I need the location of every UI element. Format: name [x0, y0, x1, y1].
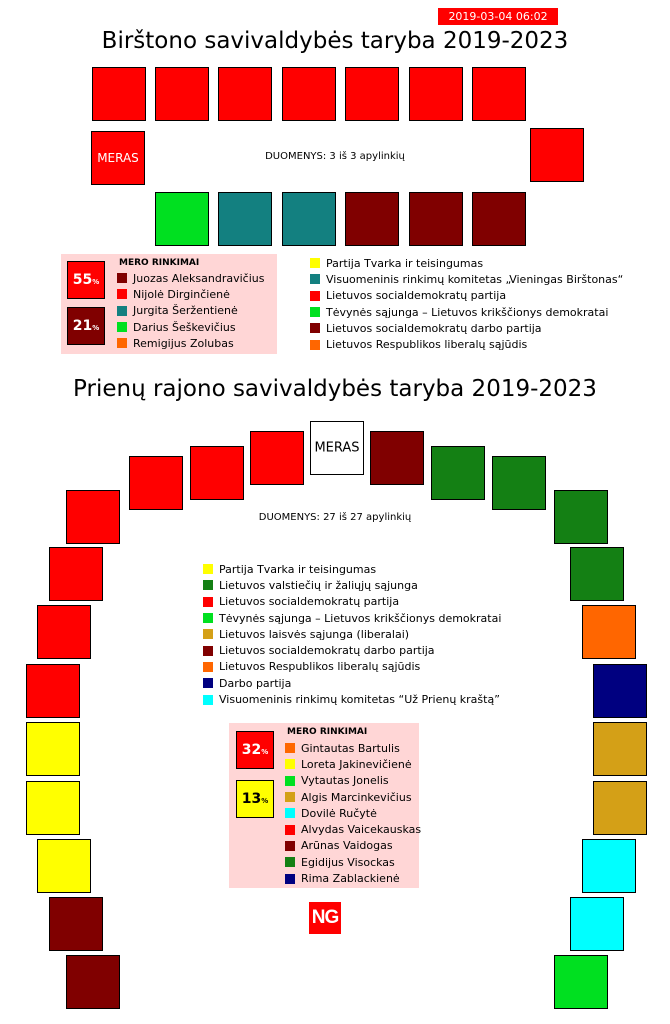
prienai-candidate-item: [285, 821, 421, 837]
color-swatch: [117, 306, 127, 316]
prienai-legend-label: Lietuvos socialdemokratų darbo partija: [219, 644, 435, 658]
birstonas-candidate-item: [117, 270, 264, 286]
prienai-mayor-label: MERAS: [314, 440, 360, 456]
prienai-seat: [250, 431, 304, 485]
color-swatch: [203, 580, 213, 590]
color-swatch: [310, 323, 320, 333]
birstonas-legend-item: [310, 271, 623, 287]
prienai-legend-label: Partija Tvarka ir teisingumas: [219, 562, 377, 576]
color-swatch: [203, 646, 213, 656]
prienai-seat: [593, 664, 647, 718]
prienai-candidate-label: Rima Zablackienė: [301, 872, 400, 886]
color-swatch: [310, 258, 320, 268]
prienai-seat: [431, 446, 485, 500]
birstonas-candidate-item: [117, 319, 264, 335]
prienai-candidate-label: Dovilė Ručytė: [301, 806, 377, 820]
birstonas-candidate-item: [117, 286, 264, 302]
color-swatch: [117, 322, 127, 332]
prienai-seat: [66, 955, 120, 1009]
birstonas-seat: [472, 192, 526, 246]
prienai-candidate-label: Loreta Jakinevičienė: [301, 757, 412, 771]
prienai-seat: [492, 456, 546, 510]
birstonas-title: Birštono savivaldybės taryba 2019-2023: [101, 28, 569, 54]
birstonas-seat: [282, 67, 336, 121]
birstonas-candidate-item: [117, 335, 264, 351]
color-swatch: [310, 307, 320, 317]
prienai-candidate-item: [285, 870, 421, 886]
color-swatch: [203, 629, 213, 639]
birstonas-mayor-heading: MERO RINKIMAI: [119, 258, 200, 268]
birstonas-data-count: DUOMENYS: 3 iš 3 apylinkių: [265, 151, 405, 162]
prienai-seat: [26, 664, 80, 718]
prienai-seat: [129, 456, 183, 510]
color-swatch: [310, 291, 320, 301]
color-swatch: [203, 597, 213, 607]
prienai-legend-item: [203, 626, 501, 642]
color-swatch: [117, 273, 127, 283]
prienai-candidate-label: Arūnas Vaidogas: [301, 839, 393, 853]
prienai-legend-label: Lietuvos Respublikos liberalų sąjūdis: [219, 660, 421, 674]
color-swatch: [203, 613, 213, 623]
birstonas-candidate-label: Juozas Aleksandravičius: [133, 271, 265, 285]
ng-logo[interactable]: NG: [309, 902, 341, 934]
prienai-legend-item: [203, 561, 501, 577]
prienai-mayor-election: [229, 723, 422, 888]
prienai-legend-item: [203, 577, 501, 593]
color-swatch: [285, 808, 295, 818]
color-swatch: [285, 792, 295, 802]
birstonas-seat: [92, 67, 146, 121]
color-swatch: [285, 759, 295, 769]
color-swatch: [203, 678, 213, 688]
prienai-legend-item: [203, 675, 501, 691]
birstonas-candidate-label: Remigijus Zolubas: [133, 336, 234, 350]
birstonas-legend-label: Tėvynės sąjunga – Lietuvos krikščionys demokratai: [326, 305, 609, 319]
prienai-legend-item: [203, 659, 501, 675]
prienai-seat: [190, 446, 244, 500]
prienai-title: Prienų rajono savivaldybės taryba 2019-2023: [73, 376, 597, 402]
birstonas-candidate-item: [117, 303, 264, 319]
prienai-candidate-label: Alvydas Vaicekauskas: [301, 823, 422, 837]
color-swatch: [285, 743, 295, 753]
birstonas-seat: [472, 67, 526, 121]
prienai-seat: [582, 605, 636, 659]
birstonas-pct-leader: 55%: [67, 261, 105, 299]
birstonas-candidate-label: Jurgita Šeržentienė: [133, 304, 238, 318]
birstonas-candidate-label: Darius Šeškevičius: [133, 320, 236, 334]
birstonas-mayor-election: [61, 254, 277, 354]
prienai-candidate-item: [285, 789, 421, 805]
color-swatch: [117, 289, 127, 299]
color-swatch: [203, 564, 213, 574]
prienai-candidate-label: Egidijus Visockas: [301, 855, 395, 869]
prienai-candidate-item: [285, 854, 421, 870]
birstonas-mayor-label: MERAS: [97, 151, 139, 165]
birstonas-legend-item: [310, 288, 623, 304]
prienai-seat: [593, 722, 647, 776]
prienai-legend-item: [203, 642, 501, 658]
prienai-legend-item: [203, 691, 501, 707]
birstonas-seat: [345, 192, 399, 246]
color-swatch: [285, 825, 295, 835]
prienai-seat: [593, 781, 647, 835]
prienai-seat: [37, 605, 91, 659]
prienai-candidate-item: [285, 740, 421, 756]
prienai-legend-label: Lietuvos laisvės sąjunga (liberalai): [219, 627, 410, 641]
color-swatch: [203, 695, 213, 705]
prienai-legend-item: [203, 594, 501, 610]
prienai-party-legend: [203, 561, 501, 708]
prienai-candidate-label: Gintautas Bartulis: [301, 741, 400, 755]
prienai-legend-label: Lietuvos socialdemokratų partija: [219, 595, 400, 609]
birstonas-legend-item: [310, 320, 623, 336]
birstonas-seat: [345, 67, 399, 121]
color-swatch: [285, 776, 295, 786]
birstonas-seat: [218, 67, 272, 121]
prienai-seat: [49, 547, 103, 601]
prienai-seat: [370, 431, 424, 485]
birstonas-legend-label: Visuomeninis rinkimų komitetas „Vieningas Birštonas“: [326, 272, 624, 286]
birstonas-seat: [409, 67, 463, 121]
birstonas-legend-item: [310, 336, 623, 352]
birstonas-legend-label: Lietuvos socialdemokratų darbo partija: [326, 321, 542, 335]
birstonas-legend-label: Partija Tvarka ir teisingumas: [326, 256, 484, 270]
birstonas-legend-label: Lietuvos Respublikos liberalų sąjūdis: [326, 338, 528, 352]
prienai-seat: [49, 897, 103, 951]
prienai-candidate-item: [285, 838, 421, 854]
prienai-seat: [582, 839, 636, 893]
birstonas-pct-second: 21%: [67, 307, 105, 345]
prienai-pct-second: 13%: [236, 780, 274, 818]
prienai-candidate-label: Vytautas Jonelis: [301, 774, 389, 788]
prienai-seat: [570, 897, 624, 951]
color-swatch: [203, 662, 213, 672]
birstonas-seat: [155, 67, 209, 121]
birstonas-seat: [218, 192, 272, 246]
birstonas-legend-item: [310, 255, 623, 271]
birstonas-seat: [409, 192, 463, 246]
prienai-seat: [26, 781, 80, 835]
prienai-candidate-item: [285, 805, 421, 821]
color-swatch: [285, 874, 295, 884]
birstonas-party-legend: [310, 255, 623, 353]
prienai-mayor-heading: MERO RINKIMAI: [287, 727, 368, 737]
birstonas-seat: [155, 192, 209, 246]
birstonas-seat: [282, 192, 336, 246]
birstonas-legend-item: [310, 304, 623, 320]
prienai-data-count: DUOMENYS: 27 iš 27 apylinkių: [258, 512, 412, 523]
birstonas-legend-label: Lietuvos socialdemokratų partija: [326, 289, 507, 303]
birstonas-candidate-list: [117, 270, 264, 351]
prienai-pct-leader: 32%: [236, 731, 274, 769]
color-swatch: [310, 340, 320, 350]
prienai-candidate-item: [285, 756, 421, 772]
prienai-legend-label: Visuomeninis rinkimų komitetas “Už Prienų kraštą”: [219, 693, 500, 707]
prienai-candidate-item: [285, 773, 421, 789]
prienai-seat: [37, 839, 91, 893]
color-swatch: [310, 274, 320, 284]
update-timestamp: 2019-03-04 06:02: [438, 8, 558, 25]
prienai-seat: [570, 547, 624, 601]
prienai-legend-label: Tėvynės sąjunga – Lietuvos krikščionys demokratai: [219, 611, 502, 625]
prienai-legend-label: Darbo partija: [219, 676, 292, 690]
prienai-candidate-label: Algis Marcinkevičius: [301, 790, 412, 804]
prienai-legend-label: Lietuvos valstiečių ir žaliųjų sąjunga: [219, 578, 418, 592]
color-swatch: [285, 857, 295, 867]
prienai-seat: [554, 955, 608, 1009]
prienai-mayor-seat: [310, 421, 364, 475]
prienai-legend-item: [203, 610, 501, 626]
prienai-candidate-list: [285, 740, 421, 887]
birstonas-candidate-label: Nijolė Dirginčienė: [133, 287, 230, 301]
prienai-seat: [26, 722, 80, 776]
color-swatch: [117, 338, 127, 348]
color-swatch: [285, 841, 295, 851]
